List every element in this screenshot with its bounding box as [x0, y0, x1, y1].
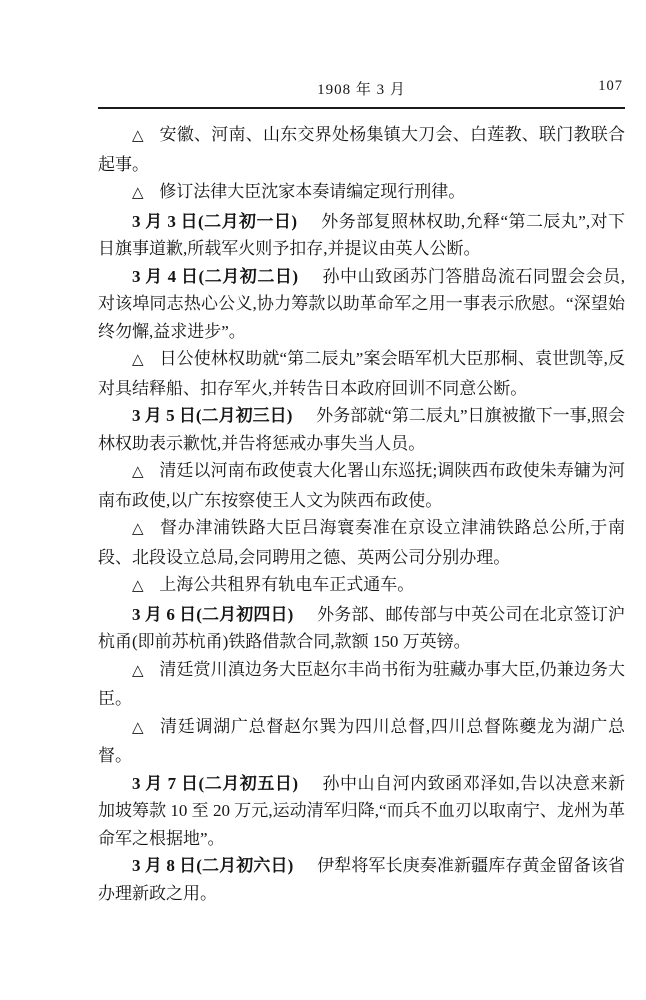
- entry-date: 3 月 3 日(二月初一日): [132, 211, 298, 231]
- triangle-marker: △: [132, 185, 144, 201]
- triangle-marker: △: [132, 128, 144, 144]
- entry-text: 修订法律大臣沈家本奏请编定现行刑律。: [159, 182, 466, 201]
- entry-text: 伊犁将军长庚奏准新疆库存黄金留备该省办理新政之用。: [98, 856, 626, 903]
- entry-row: [98, 770, 625, 853]
- triangle-marker: △: [132, 521, 145, 537]
- entry-text: 外务部就“第二辰丸”日旗被撤下一事,照会林权助表示歉忱,并告将惩戒办事失当人员。: [98, 406, 626, 453]
- triangle-marker: △: [132, 719, 145, 736]
- triangle-marker: △: [132, 464, 144, 480]
- triangle-marker: △: [132, 662, 144, 679]
- entry-text: 上海公共租界有轨电车正式通车。: [159, 575, 415, 594]
- entry-text: 清廷赏川滇边务大臣赵尔丰尚书衔为驻藏办事大臣,仍兼边务大臣。: [98, 659, 625, 708]
- entry-text: 清廷以河南布政使袁大化署山东巡抚;调陕西布政使朱寿镛为河南布政使,以广东按察使王人文为陕西布政使。: [98, 461, 625, 510]
- entry-text: 外务部复照林权助,允释“第二辰丸”,对下日旗事道歉,所载军火则予扣存,并提议由英人公断。: [98, 211, 626, 258]
- entry-row: [98, 263, 625, 346]
- entry-text: 安徽、河南、山东交界处杨集镇大刀会、白莲教、联门教联合起事。: [98, 125, 626, 174]
- entry-text: 督办津浦铁路大臣吕海寰奏准在京设立津浦铁路总公所,于南段、北段设立总局,会同聘用之德、英两公司分别办理。: [98, 518, 625, 567]
- entry-row: [98, 121, 625, 178]
- page-header: [98, 78, 625, 100]
- entry-row: [98, 852, 625, 907]
- entry-text: 日公使林权助就“第二辰丸”案会晤军机大臣那桐、袁世凯等,反对具结释船、扣存军火,并转告日本政府回训不同意公断。: [98, 349, 625, 398]
- entry-date: 3 月 4 日(二月初二日): [132, 266, 299, 286]
- entry-text: 外务部、邮传部与中英公司在北京签订沪杭甬(即前苏杭甬)铁路借款合同,款额 150 万英镑。: [98, 604, 626, 651]
- entry-row: [98, 571, 625, 601]
- header-rule: [98, 107, 625, 109]
- entry-date: 3 月 6 日(二月初四日): [132, 604, 294, 624]
- running-head: 1908 年 3 月: [317, 82, 406, 98]
- entry-date: 3 月 7 日(二月初五日): [132, 773, 299, 793]
- entry-row: [98, 178, 625, 208]
- entry-text: 孙中山致函苏门答腊岛流石同盟会会员,对该埠同志热心公义,协力筹款以助革命军之用一事表示欣慰。“深望始终勿懈,益求进步”。: [98, 266, 625, 341]
- entry-row: [98, 208, 625, 263]
- page-content: [98, 78, 625, 907]
- entry-row: [98, 457, 625, 514]
- chronicle-body: [98, 121, 625, 907]
- entry-row: [98, 345, 625, 402]
- entry-date: 3 月 8 日(二月初六日): [132, 856, 294, 875]
- triangle-marker: △: [132, 578, 144, 594]
- entry-text: 清廷调湖广总督赵尔巽为四川总督,四川总督陈夔龙为湖广总督。: [98, 716, 625, 765]
- entry-row: [98, 514, 625, 571]
- entry-row: [98, 601, 625, 656]
- entry-row: [98, 656, 625, 713]
- entry-date: 3 月 5 日(二月初三日): [132, 406, 293, 425]
- entry-text: 孙中山自河内致函邓泽如,告以决意来新加坡筹款 10 至 20 万元,运动清军归降,“而兵不血刃以取南宁、龙州为革命军之根据地”。: [98, 773, 625, 848]
- entry-row: [98, 402, 625, 457]
- page-number: 107: [598, 78, 623, 94]
- triangle-marker: △: [132, 352, 144, 368]
- entry-row: [98, 713, 625, 770]
